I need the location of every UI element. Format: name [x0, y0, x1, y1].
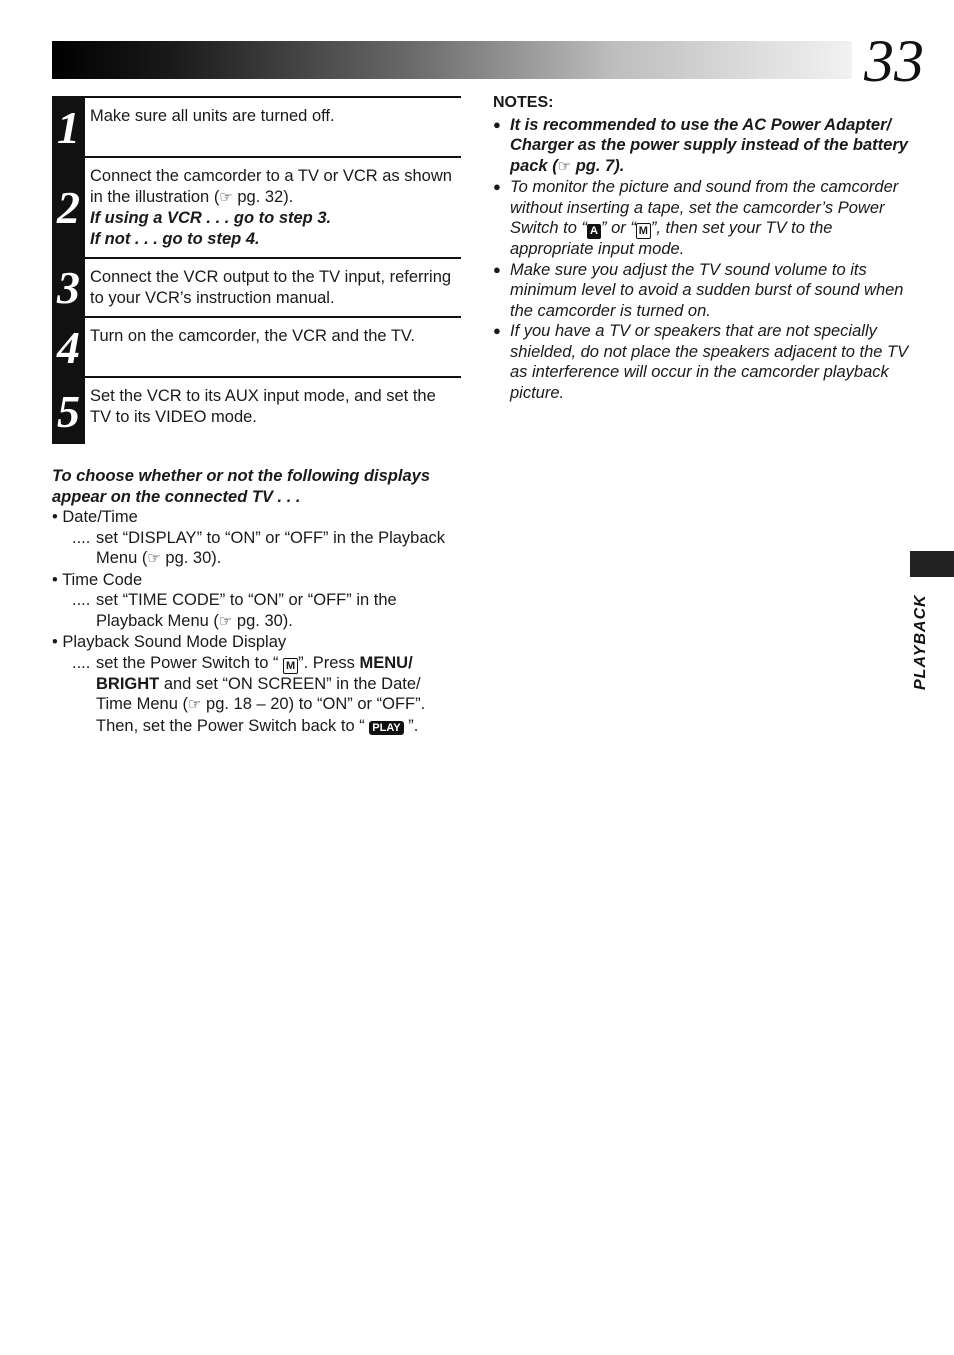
- bullet-icon: ●: [493, 179, 501, 194]
- pointing-hand-icon: ☞: [147, 550, 161, 567]
- display-item-title: • Time Code: [52, 570, 143, 589]
- display-item-title: • Date/Time: [52, 508, 138, 526]
- detail-text: ”.: [403, 716, 419, 735]
- header-gradient-bar: [52, 41, 852, 79]
- play-mode-icon: PLAY: [369, 721, 403, 735]
- detail-text: pg. 18 – 20) to “ON” or “OFF”. Then, set the Power Switch back to “: [96, 695, 426, 735]
- note-text: To monitor the picture and sound from the camcorder without inserting a tape, set the camcorder’s Power Switch to “: [510, 178, 899, 237]
- pointing-hand-icon: ☞: [219, 188, 233, 206]
- bullet-icon: ●: [493, 261, 501, 277]
- bullet-icon: ●: [493, 116, 501, 132]
- note-text: pg. 7).: [571, 156, 625, 175]
- menu-bright-button-label: MENU/ BRIGHT: [96, 653, 413, 693]
- bullet-icon: ●: [493, 323, 501, 338]
- detail-text: set “TIME CODE” to “ON” or “OFF” in the Playback Menu (: [96, 591, 397, 630]
- step-number: 5: [52, 378, 85, 444]
- detail-text: pg. 30).: [160, 549, 222, 567]
- notes-title: NOTES:: [493, 94, 554, 111]
- pointing-hand-icon: ☞: [557, 157, 572, 175]
- step-text: Turn on the camcorder, the VCR and the TV.: [90, 327, 415, 345]
- manual-mode-icon: M: [636, 223, 651, 239]
- display-options-heading: To choose whether or not the following displays appear on the connected TV . . .: [52, 467, 430, 506]
- detail-text: and set “ON SCREEN” in the Date/ Time Menu (: [96, 674, 421, 713]
- display-item-detail: [52, 653, 452, 737]
- step-number: 1: [52, 98, 85, 156]
- note-text: Make sure you adjust the TV sound volume to its minimum level to avoid a sudden burst of sound when the camcorder is turned on.: [510, 260, 904, 320]
- leader-dots: ....: [72, 591, 91, 609]
- detail-text: ”. Press: [298, 653, 360, 672]
- detail-text: pg. 30).: [232, 611, 293, 630]
- detail-text: set the Power Switch to “: [96, 653, 284, 672]
- step-5: [52, 376, 461, 444]
- pointing-hand-icon: ☞: [188, 696, 202, 713]
- section-tab-marker: [910, 551, 954, 577]
- section-label: PLAYBACK: [912, 594, 929, 690]
- note-text: If you have a TV or speakers that are not specially shielded, do not place the speakers adjacent to the TV as interference will occur in the camcorder playback picture.: [510, 322, 909, 402]
- auto-mode-icon: A: [587, 224, 601, 239]
- no-vcr-instruction: If not . . . go to step 4.: [90, 229, 260, 248]
- vcr-instruction: If using a VCR . . . go to step 3.: [90, 209, 332, 227]
- detail-text: set “DISPLAY” to “ON” or “OFF” in the Playback Menu (: [96, 528, 446, 567]
- pointing-hand-icon: ☞: [218, 612, 233, 630]
- display-item-detail: [52, 590, 452, 632]
- step-2: [52, 156, 461, 257]
- step-number: 4: [52, 318, 85, 376]
- step-3: [52, 257, 461, 316]
- display-item-detail: [52, 528, 452, 570]
- step-number: 3: [52, 259, 85, 316]
- note-item: [493, 115, 913, 178]
- steps-list: [52, 96, 461, 444]
- leader-dots: ....: [72, 653, 91, 672]
- display-options: [52, 466, 452, 736]
- leader-dots: ....: [72, 528, 91, 547]
- notes-section: [493, 93, 913, 403]
- step-1: [52, 96, 461, 156]
- note-text: ” or “: [601, 219, 636, 237]
- note-item: [493, 321, 913, 403]
- step-text: Make sure all units are turned off.: [90, 107, 335, 125]
- step-text-part: pg. 32).: [232, 187, 294, 206]
- note-item: [493, 260, 913, 322]
- step-text: [90, 158, 461, 249]
- note-item: [493, 177, 913, 260]
- note-text: It is recommended to use the AC Power Adapter/ Charger as the power supply instead of the battery pack (: [510, 115, 908, 175]
- step-4: [52, 316, 461, 376]
- note-text: ”, then set your TV to the appropriate input mode.: [510, 219, 833, 258]
- page-number: 33: [864, 28, 924, 94]
- step-text: Connect the VCR output to the TV input, referring to your VCR’s instruction manual.: [90, 268, 452, 307]
- step-number: 2: [52, 158, 85, 257]
- manual-mode-icon: M: [283, 658, 298, 674]
- step-text-part: Connect the camcorder to a TV or VCR as shown in the illustration (: [90, 167, 452, 206]
- display-item-title: • Playback Sound Mode Display: [52, 633, 287, 651]
- step-text: Set the VCR to its AUX input mode, and set the TV to its VIDEO mode.: [90, 387, 436, 426]
